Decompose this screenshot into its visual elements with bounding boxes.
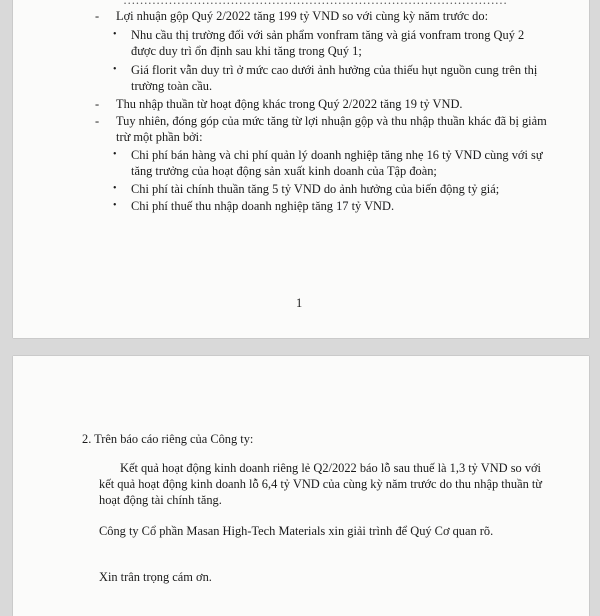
bullet-line: Chi phí thuế thu nhập doanh nghiệp tăng 17 tỷ VND. [131,199,395,213]
dash-marker: - [95,97,100,111]
clipped-line: ………………………………………………………………………………… [123,0,508,7]
bullet-line: Giá florit vẫn duy trì ở mức cao dưới ảnh hưởng của thiếu hụt nguồn cung trên thị [131,63,538,77]
bullet-icon: • [113,29,117,40]
bullet-line: trường toàn cầu. [131,79,213,93]
paragraph-line: kết quả hoạt động kinh doanh lỗ 6,4 tỷ VND của cùng kỳ năm trước do thu nhập thuần từ [99,477,543,491]
bullet-icon: • [113,64,117,75]
bullet-icon: • [113,200,117,211]
page-number: 1 [296,296,303,310]
bullet-icon: • [113,183,117,194]
bullet-line: tăng trưởng của hoạt động sản xuất kinh doanh của Tập đoàn; [131,164,437,178]
closing-statement: Công ty Cổ phần Masan High-Tech Materials xin giải trình để Quý Cơ quan rõ. [99,524,494,538]
paragraph-line: hoạt động tài chính tăng. [99,493,222,507]
bullet-icon: • [113,149,117,160]
item-other-income: Thu nhập thuần từ hoạt động khác trong Quý 2/2022 tăng 19 tỷ VND. [116,97,463,111]
bullet-line: Chi phí bán hàng và chi phí quản lý doanh nghiệp tăng nhẹ 16 tỷ VND cùng với sự [131,148,543,162]
section-heading: 2. Trên báo cáo riêng của Công ty: [82,432,254,446]
bullet-line: Nhu cầu thị trường đối với sản phẩm vonfram tăng và giá vonfram trong Quý 2 [131,28,525,42]
thanks-line: Xin trân trọng cám ơn. [99,570,212,584]
bullet-line: được duy trì ổn định sau khi tăng trong Quý 1; [131,44,362,58]
item-gross-profit: Lợi nhuận gộp Quý 2/2022 tăng 199 tỷ VND so với cùng kỳ năm trước do: [116,9,489,23]
dash-marker: - [95,114,100,128]
document-page-1 [13,0,589,338]
item-however-line: trừ một phần bởi: [116,130,203,144]
bullet-line: Chi phí tài chính thuần tăng 5 tỷ VND do ảnh hưởng của biến động tỷ giá; [131,182,500,196]
paragraph-line: Kết quả hoạt động kinh doanh riêng lẻ Q2/2022 báo lỗ sau thuế là 1,3 tỷ VND so với [120,461,542,475]
dash-marker: - [95,9,100,23]
document-page-2 [13,356,589,616]
item-however-line: Tuy nhiên, đóng góp của mức tăng từ lợi nhuận gộp và thu nhập thuần khác đã bị giảm [116,114,547,128]
